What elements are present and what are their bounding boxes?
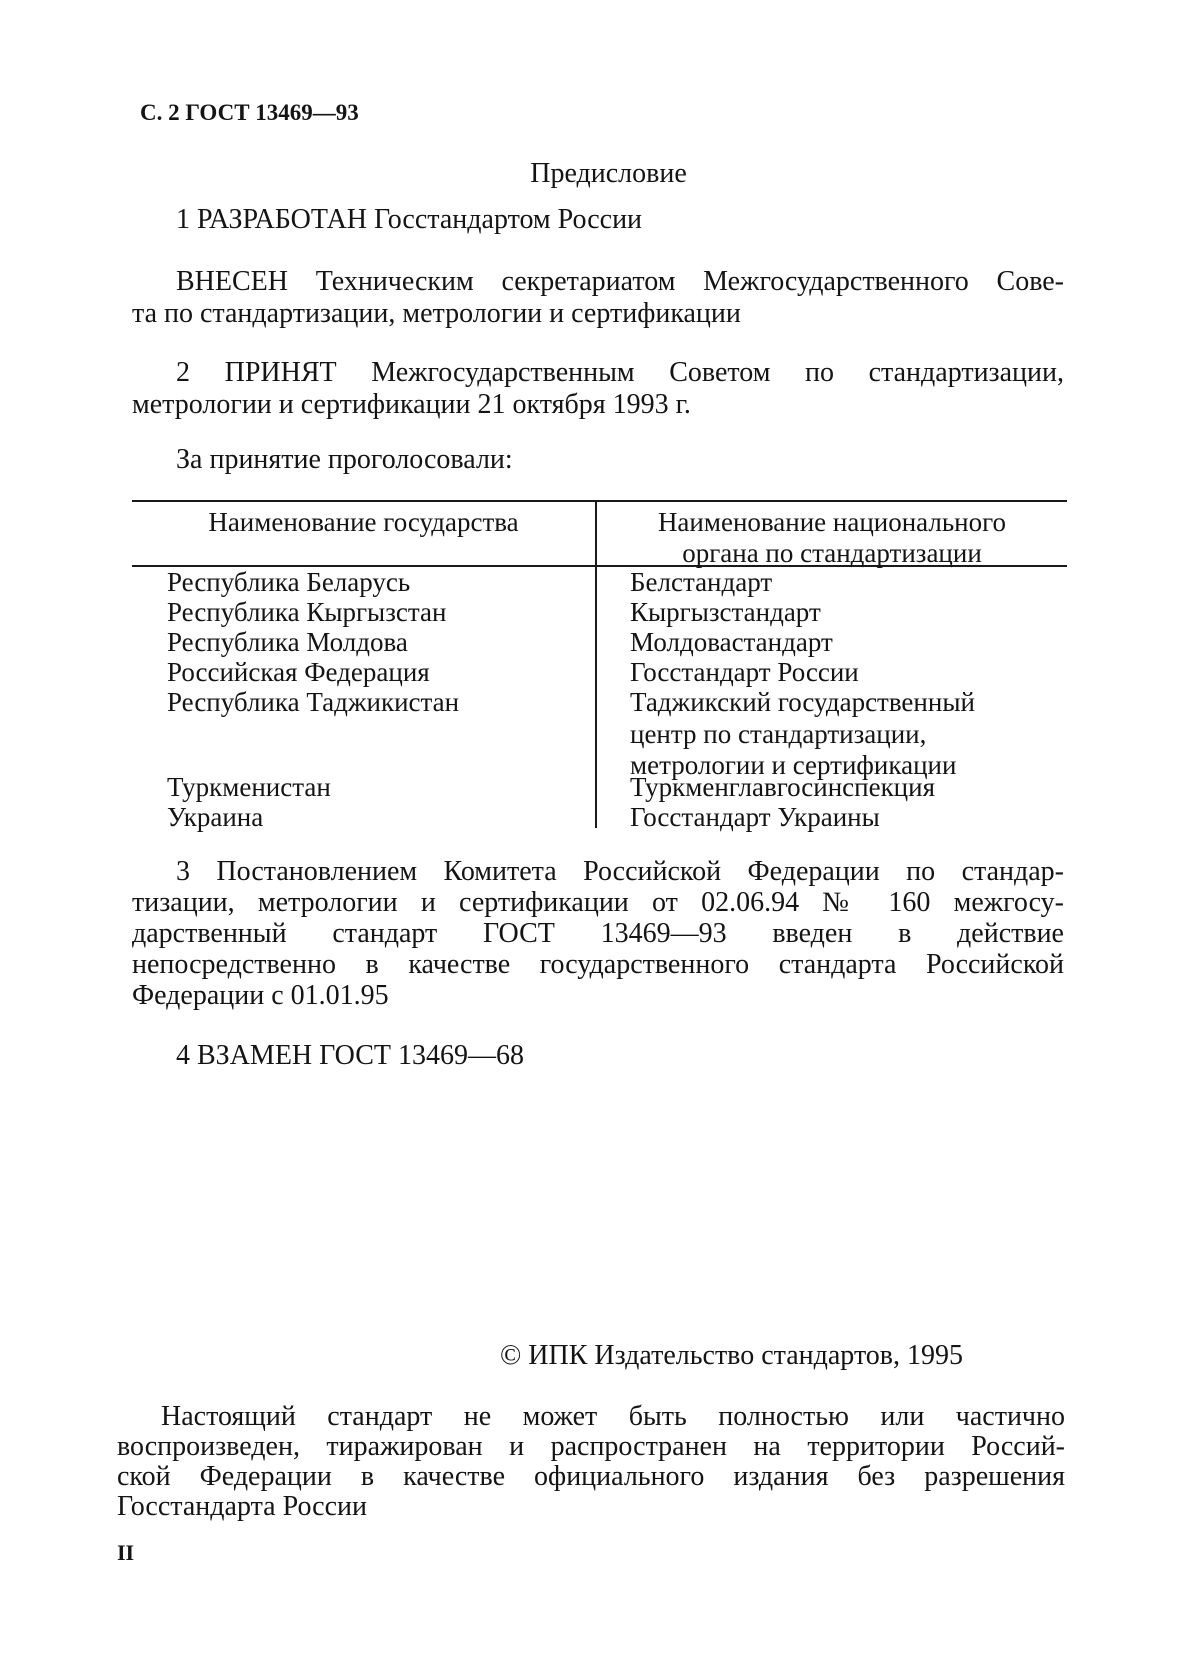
table-row-body: Туркменглавгосинспекция (630, 772, 936, 802)
table-row-state: Республика Таджикистан (167, 687, 460, 717)
table-row-body: Молдовастандарт (630, 627, 833, 657)
page-number: II (117, 1540, 135, 1565)
table-row-state: Туркменистан (167, 772, 331, 802)
section-adopted (132, 357, 1064, 421)
page-header: С. 2 ГОСТ 13469—93 (140, 100, 359, 125)
table-row-body: Госстандарт России (630, 657, 859, 687)
table-row-body-line: центр по стандартизации, (630, 718, 927, 749)
section-introduced-line1: ВНЕСЕН Техническим секретариатом Межгосударственного Сове- (176, 266, 1064, 297)
reproduction-notice (117, 1402, 1065, 1522)
table-top-rule (132, 500, 1067, 502)
copyright-notice: © ИПК Издательство стандартов, 1995 (500, 1340, 964, 1371)
section-decree-line1: 3 Постановлением Комитета Российской Федерации по стандар- (176, 856, 1064, 887)
reproduction-notice-line1: Настоящий стандарт не может быть полностью или частично (161, 1401, 1065, 1432)
table-header-body-line1: Наименование национального (657, 507, 1007, 537)
table-row-state: Российская Федерация (167, 657, 430, 687)
section-decree-line3: дарственный стандарт ГОСТ 13469—93 введен в действие (132, 918, 1064, 949)
table-row-body (630, 687, 975, 782)
page-title: Предисловие (530, 158, 687, 189)
table-row-body: Кыргызстандарт (630, 597, 821, 627)
section-adopted-line2: метрологии и сертификации 21 октября 1993 г. (132, 389, 691, 420)
table-row-body: Госстандарт Украины (630, 802, 880, 832)
table-row-state: Республика Кыргызстан (167, 597, 447, 627)
section-decree (132, 856, 1064, 1011)
section-introduced-line2: та по стандартизации, метрологии и сертификации (132, 298, 741, 329)
section-adopted-line1: 2 ПРИНЯТ Межгосударственным Советом по стандартизации, (176, 357, 1064, 388)
reproduction-notice-line4: Госстандарта России (117, 1491, 367, 1522)
table-row-state: Украина (167, 802, 264, 832)
table-row-state: Республика Беларусь (167, 567, 411, 597)
table-row-body-line: метрологии и сертификации (630, 750, 957, 780)
reproduction-notice-line3: ской Федерации в качестве официального издания без разрешения (117, 1461, 1065, 1492)
section-voted: За принятие проголосовали: (176, 444, 513, 475)
section-decree-line5: Федерации с 01.01.95 (132, 980, 389, 1011)
section-developed: 1 РАЗРАБОТАН Госстандартом России (176, 204, 643, 235)
table-row-body-line: Таджикский государственный (630, 687, 975, 717)
section-introduced (132, 266, 1064, 330)
section-replaces: 4 ВЗАМЕН ГОСТ 13469—68 (176, 1040, 524, 1071)
table-header-state: Наименование государства (208, 507, 519, 537)
section-decree-line4: непосредственно в качестве государственного стандарта Российской (132, 949, 1064, 980)
table-header-body (597, 507, 1067, 569)
table-row-body: Белстандарт (630, 567, 773, 597)
table-header-body-line2: органа по стандартизации (682, 538, 982, 568)
section-decree-line2: тизации, метрологии и сертификации от 02.06.94 № 160 межгосу- (132, 887, 1064, 918)
table-row-state: Республика Молдова (167, 627, 408, 657)
reproduction-notice-line2: воспроизведен, тиражирован и распространен на территории Россий- (117, 1431, 1065, 1462)
